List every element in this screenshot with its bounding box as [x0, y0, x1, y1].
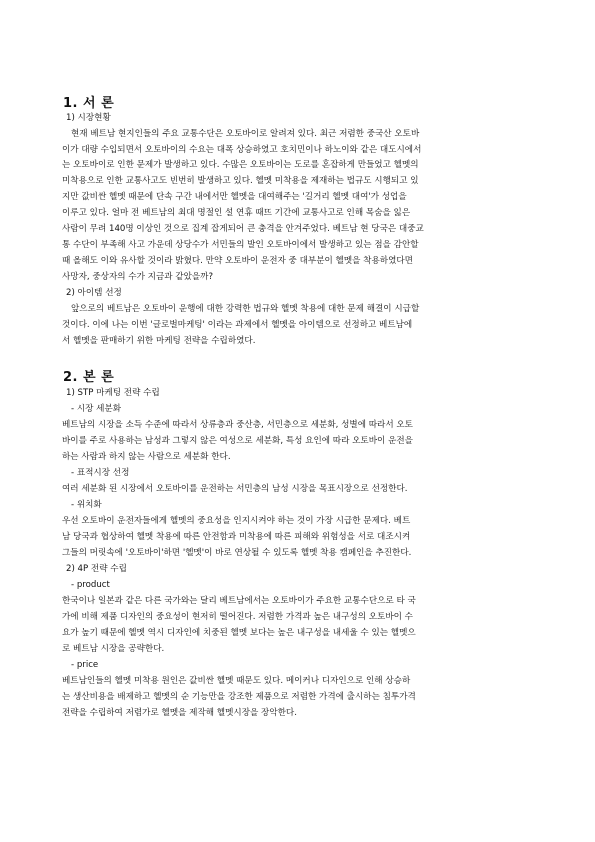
text-line: 1) 시장현황 — [66, 113, 111, 123]
section-heading-intro: 1. 서 론 — [63, 96, 115, 111]
text-line: 이가 대량 수입되면서 오토바이의 수요는 대폭 상승하였고 호치민이나 하노이와 같은 대도시에서 — [62, 145, 422, 155]
text-line: 베트남인들의 헬멧 미착용 원인은 값비싼 헬멧 때문도 있다. 메이커나 디자인으로 인해 상승하 — [62, 676, 411, 686]
text-line: 전략을 수립하여 저렴가로 헬멧을 제작해 헬멧시장을 장악한다. — [62, 708, 297, 718]
text-line: 로 베트남 시장을 공략한다. — [62, 644, 165, 654]
text-line: 는 생산비용을 배제하고 헬멧의 순 기능만을 강조한 제품으로 저렴한 가격에 출시하는 침투가격 — [62, 692, 416, 702]
text-line: 앞으로의 베트남은 오토바이 운행에 대한 강력한 법규와 헬멧 착용에 대한 문제 해결이 시급할 — [71, 304, 420, 314]
text-line: 우선 오토바이 운전자들에게 헬멧의 중요성을 인지시켜야 하는 것이 가장 시급한 문제다. 베트 — [62, 516, 411, 526]
text-line: 여러 세분화 된 시장에서 오토바이를 운전하는 서민층의 남성 시장을 목표시장으로 선정한다. — [62, 484, 408, 494]
text-line: - 위치화 — [71, 500, 102, 510]
text-line: 통 수단이 부족해 사고 가운데 상당수가 서민들의 발인 오토바이에서 발생하고 있는 점을 감안할 — [62, 240, 419, 250]
text-line: 2) 아이템 선정 — [66, 288, 122, 298]
text-line: - product — [71, 580, 110, 590]
section-heading-body: 2. 본 론 — [63, 370, 115, 385]
text-line: 베트남의 시장을 소득 수준에 따라서 상류층과 중산층, 서민층으로 세분화, 성별에 따라서 오토 — [62, 420, 413, 430]
text-line: 사망자, 중상자의 수가 지금과 같았을까? — [62, 272, 214, 282]
text-line: 사람이 무려 140명 이상인 것으로 집계 잡게되어 큰 충격을 안겨주었다. 베트남 현 당국은 대중교 — [62, 224, 424, 234]
text-line: 2) 4P 전략 수립 — [66, 564, 127, 574]
text-line: 1) STP 마케팅 전략 수립 — [66, 388, 160, 398]
text-line: 서 헬멧을 판매하기 위한 마케팅 전략을 수립하였다. — [62, 336, 256, 346]
text-line: 것이다. 이에 나는 이번 '글로벌마케팅' 이라는 과제에서 헬멧을 아이템으로 선정하고 베트남에 — [62, 320, 413, 330]
text-line: 한국이나 일본과 같은 다른 국가와는 달리 베트남에서는 오토바이가 주요한 교통수단으로 타 국 — [62, 596, 416, 606]
text-line: 때 올해도 이와 유사할 것이라 밝혔다. 만약 오토바이 운전자 중 대부분이 헬멧을 착용하였다면 — [62, 256, 413, 266]
text-line: 미착용으로 인한 교통사고도 빈번히 발생하고 있다. 헬멧 미착용을 제재하는 법규도 시행되고 있 — [62, 176, 419, 186]
text-line: - 표적시장 선정 — [71, 468, 130, 478]
text-line: 요가 높기 때문에 헬멧 역시 디자인에 치중된 헬멧 보다는 높은 내구성을 내세울 수 있는 헬멧으 — [62, 628, 416, 638]
text-line: 그들의 머릿속에 '오토바이'하면 '헬멧'이 바로 연상될 수 있도록 헬멧 착용 캠페인을 추진한다. — [62, 548, 412, 558]
text-line: 지만 값비싼 헬멧 때문에 단속 구간 내에서만 헬멧을 대여해주는 '길거리 헬멧 대여'가 성업을 — [62, 192, 407, 202]
text-line: 현재 베트남 현지인들의 주요 교통수단은 오토바이로 알려져 있다. 최근 저렴한 중국산 오토바 — [71, 129, 420, 139]
text-line: - price — [71, 660, 99, 670]
text-line: 이루고 있다. 얼마 전 베트남의 최대 명절인 설 연휴 때뜨 기간에 교통사고로 인해 목숨을 잃은 — [62, 208, 411, 218]
text-line: 가에 비해 제품 디자인의 중요성이 현저히 떨어진다. 저렴한 가격과 높은 내구성의 오토바이 수 — [62, 612, 413, 622]
text-line: 남 당국과 협상하여 헬멧 착용에 따른 안전함과 미착용에 따른 피해와 위험성을 서로 대조시켜 — [62, 532, 411, 542]
text-line: 하는 사람과 하지 않는 사람으로 세분화 한다. — [62, 452, 231, 462]
text-line: 바이를 주로 사용하는 남성과 그렇지 않은 여성으로 세분화, 특성 요인에 따라 오토바이 운전을 — [62, 436, 413, 446]
text-line: - 시장 세분화 — [71, 404, 122, 414]
text-line: 는 오토바이로 인한 문제가 발생하고 있다. 수많은 오토바이는 도로를 혼잡하게 만들었고 헬멧의 — [62, 160, 419, 170]
